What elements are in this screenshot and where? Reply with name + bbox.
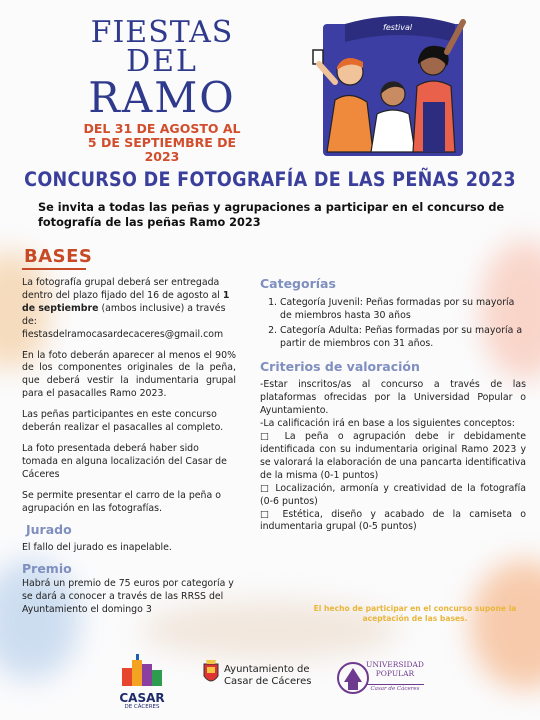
dates-line-2: 5 DE SEPTIEMBRE DE 2023 [87,135,237,164]
person-shirt-orange [327,95,373,152]
criterio-line: -La calificación irá en base a los siguientes conceptos: [260,418,515,430]
title-line-del: DEL [126,44,198,79]
title-line-ramo: RAMO [88,73,236,122]
footer-logos [0,640,540,720]
universidad-line-1: UNIVERSIDAD [366,660,424,669]
categorias-heading: Categorías [260,276,336,291]
bases-paragraph-1 [22,277,236,342]
casar-logo [118,654,166,714]
coat-of-arms-icon [202,660,220,686]
bases-underline [22,268,86,270]
premio-text: Habrá un premio de 75 euros por categoría y se dará a conocer a través de las RRSS del Ayuntamiento el domingo 3 [22,578,234,616]
universidad-sub: Casar de Cáceres [366,684,424,694]
criterio-line: □ La peña o agrupación debe ir debidamente identificada con su indumentaria original Ramo 2023 y se valorará la elaboración de una pancarta identificativa de la misma (0-1 puntos) [260,431,526,481]
ayuntamiento-line-1: Ayuntamiento de [224,664,310,675]
bases-paragraph-2: En la foto deberán aparecer al menos el 90% de los componentes originales de la peña, que deberá vestir la indumentaria grupal para el pasacalles Ramo 2023. [22,349,236,400]
friends-selfie-illustration [305,12,470,157]
casar-logo-text: CASAR [119,691,165,705]
criterio-line: □ Estética, diseño y acabado de la camiseta o indumentaria grupal (0-5 puntos) [260,508,526,533]
left-column [22,277,236,625]
categoria-item: 2. Categoría Adulta: Peñas formadas por su mayoría a partir de miembros con 31 años. [280,325,526,351]
bases-heading: BASES [24,246,93,267]
acceptance-note: El hecho de participar en el concurso supone la aceptación de las bases. [313,604,517,623]
bases-p1-deadline: 1 de septiembre [22,289,230,314]
invitation-text: Se invita a todas las peñas y agrupaciones a participar en el concurso de fotografía de las peñas Ramo 2023 [38,201,505,229]
jurado-heading: Jurado [26,521,72,537]
universidad-text [366,660,424,694]
person-shirt-white [371,110,415,152]
bases-paragraph-3: Las peñas participantes en este concurso deberán realizar el pasacalles al completo. [22,409,224,434]
festival-title [72,15,252,164]
categorias-list [260,297,526,351]
festival-sign: festival [383,23,413,32]
universidad-line-2: POPULAR [375,669,415,678]
right-column [260,278,526,534]
ayuntamiento-text [224,664,311,688]
festival-dates [72,122,252,164]
casar-logo-sub: DE CÁCERES [124,704,160,710]
criterio-line: □ Localización, armonía y creatividad de la fotografía (0-6 puntos) [260,482,526,507]
universidad-popular-logo [336,654,428,710]
university-crest-icon [336,658,370,698]
criterios-heading: Criterios de valoración [260,358,420,374]
person-overalls [423,102,445,152]
criterio-line: -Estar inscritos/as al concurso a través de las plataformas ofrecidas por la Universidad Popular o Ayuntamiento. [260,379,526,417]
ayuntamiento-logo [202,660,322,704]
bases-paragraph-5: Se permite presentar el carro de la peña o agrupación en las fotografías. [22,489,221,514]
bases-p1-start: La fotografía grupal deberá ser entregada dentro del plazo fijado del 16 de agosto al [22,277,223,301]
premio-heading: Premio [22,561,72,577]
bases-p1-end: (ambos inclusive) a través de: fiestasdelramocasardecaceres@gmail.com [22,302,226,340]
ayuntamiento-line-2: Casar de Cáceres [224,676,312,687]
categoria-item: 1. Categoría Juvenil: Peñas formadas por su mayoría de miembros hasta 30 años [280,297,526,323]
jurado-text: El fallo del jurado es inapelable. [22,542,172,554]
casar-houses-icon [118,654,166,688]
contest-title: CONCURSO DE FOTOGRAFÍA DE LAS PEÑAS 2023 [24,168,516,191]
bases-paragraph-4: La foto presentada deberá haber sido tomada en alguna localización del Casar de Cáceres [22,442,227,480]
criterios-list [260,379,526,534]
title-line-fiestas: FIESTAS [90,15,234,50]
dates-line-1: DEL 31 DE AGOSTO AL [83,121,241,136]
